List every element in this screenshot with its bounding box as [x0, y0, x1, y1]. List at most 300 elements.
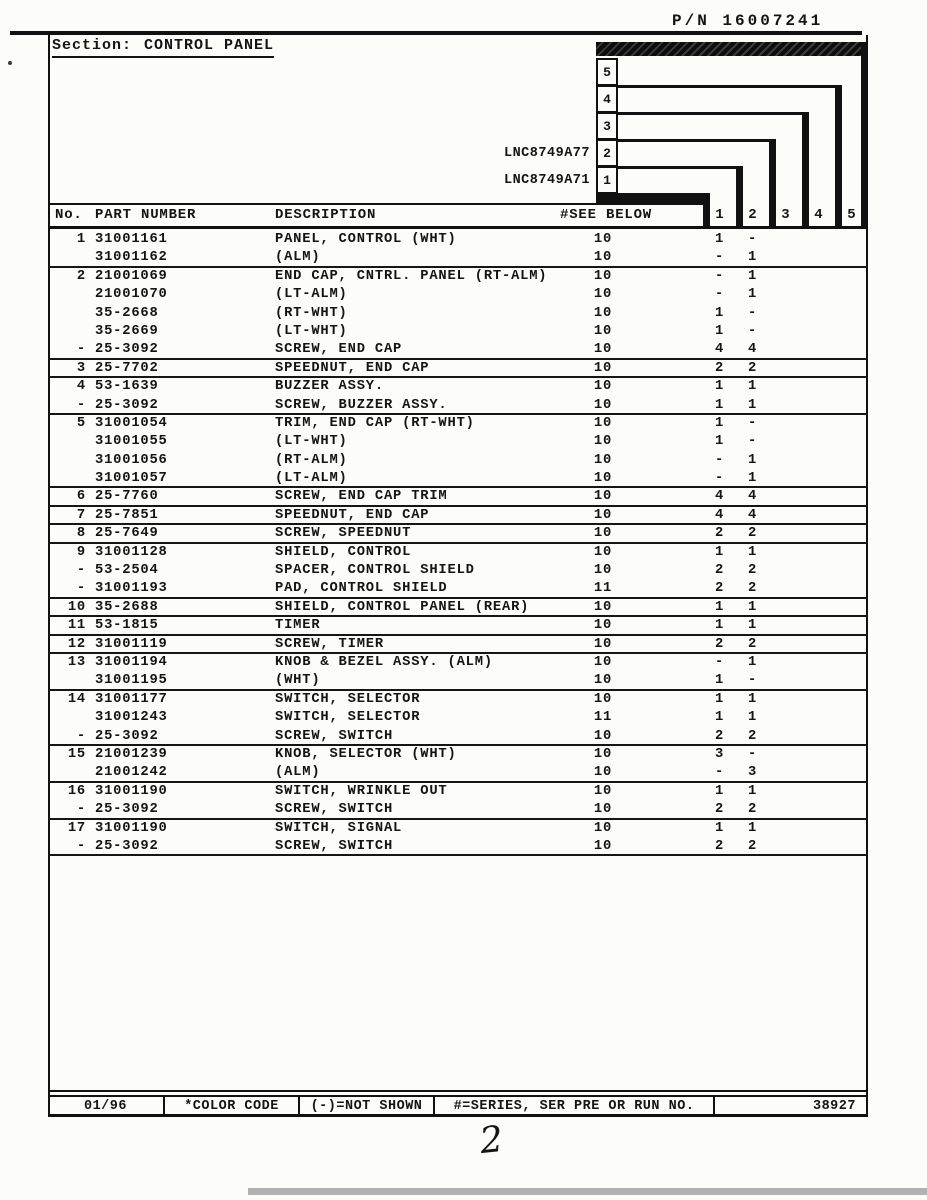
cell-spacer: [629, 820, 703, 838]
cell-qty-1: 1: [714, 323, 725, 339]
cell-qty-1: 2: [714, 526, 725, 542]
cell-qty-1: 1: [714, 783, 725, 799]
cell-series: 10: [593, 636, 613, 652]
scan-artifact-bar: [248, 1188, 927, 1195]
column-header-see-below: #SEE BELOW: [560, 207, 653, 223]
cell-series: 10: [593, 544, 613, 560]
cell-qty-3: [769, 305, 802, 323]
cell-qty-2: 2: [747, 636, 758, 652]
cell-qty-1: -: [714, 268, 725, 284]
cell-part-number: 31001194: [95, 654, 168, 670]
cell-qty-4: [802, 286, 835, 304]
cell-spacer: [629, 397, 703, 413]
bracket-5-horizontal: [617, 85, 842, 88]
cell-no: 10: [67, 599, 86, 615]
cell-description: SCREW, SWITCH: [275, 728, 394, 744]
cell-spacer: [629, 599, 703, 615]
cell-series: 11: [593, 710, 613, 726]
cell-qty-2: 2: [747, 526, 758, 542]
cell-qty-1: 1: [714, 544, 725, 560]
cell-qty-2: 2: [747, 802, 758, 818]
cell-qty-1: -: [714, 452, 725, 468]
cell-qty-1: 2: [714, 360, 725, 376]
cell-series: 10: [593, 232, 613, 247]
cell-no: 8: [76, 526, 86, 542]
cell-qty-5: [835, 709, 868, 727]
cell-no: -: [76, 342, 86, 358]
cell-series: 10: [593, 305, 613, 321]
column-header-qty-5: 5: [847, 207, 856, 223]
table-row: [48, 820, 868, 838]
table-row: [48, 268, 868, 286]
cell-qty-4: [802, 507, 835, 523]
cell-qty-1: 2: [714, 728, 725, 744]
cell-spacer: [629, 488, 703, 504]
diagram-index-box-3: 3: [596, 112, 618, 140]
cell-qty-1: 3: [714, 746, 725, 762]
cell-qty-3: [769, 323, 802, 341]
cell-part-number: 25-3092: [95, 802, 159, 818]
cell-description: PAD, CONTROL SHIELD: [275, 581, 448, 597]
cell-series: 10: [593, 820, 613, 836]
cell-description: SCREW, END CAP: [275, 342, 403, 358]
cell-qty-3: [769, 397, 802, 413]
cell-part-number: 31001190: [95, 820, 168, 836]
cell-description: SWITCH, SIGNAL: [275, 820, 403, 836]
cell-qty-1: -: [714, 654, 725, 670]
cell-qty-3: [769, 617, 802, 633]
cell-qty-4: [802, 709, 835, 727]
table-row: [48, 488, 868, 506]
cell-qty-5: [835, 838, 868, 854]
cell-description: KNOB & BEZEL ASSY. (ALM): [275, 654, 493, 670]
column-header-qty-3: 3: [781, 207, 790, 223]
cell-series: 10: [593, 563, 613, 579]
table-row: [48, 801, 868, 819]
cell-qty-3: [769, 709, 802, 727]
cell-description: SCREW, BUZZER ASSY.: [275, 397, 448, 413]
cell-no: 12: [67, 636, 86, 652]
cell-qty-2: 1: [747, 618, 758, 634]
cell-series: 10: [593, 452, 613, 468]
cell-part-number: 25-7702: [95, 360, 159, 376]
cell-qty-4: [802, 580, 835, 596]
cell-qty-5: [835, 599, 868, 615]
cell-qty-1: 2: [714, 636, 725, 652]
cell-part-number: 31001193: [95, 581, 168, 597]
table-row: [48, 654, 868, 672]
cell-qty-1: -: [714, 287, 725, 303]
cell-description: TRIM, END CAP (RT-WHT): [275, 415, 475, 431]
cell-series: 10: [593, 838, 613, 854]
cell-description: SHIELD, CONTROL PANEL (REAR): [275, 599, 530, 615]
cell-qty-3: [769, 268, 802, 286]
cell-part-number: 21001070: [95, 287, 168, 303]
table-row: [48, 305, 868, 323]
column-header-qty-4: 4: [814, 207, 823, 223]
cell-part-number: 31001195: [95, 673, 168, 689]
cell-spacer: [629, 323, 703, 341]
cell-part-number: 21001069: [95, 268, 168, 284]
cell-qty-3: [769, 415, 802, 433]
column-header-part-number: PART NUMBER: [95, 207, 197, 223]
table-row: [48, 286, 868, 304]
cell-qty-3: [769, 562, 802, 580]
cell-qty-4: [802, 636, 835, 652]
cell-part-number: 53-1639: [95, 379, 159, 395]
table-row: [48, 470, 868, 488]
cell-description: (ALM): [275, 765, 321, 781]
cell-qty-4: [802, 305, 835, 323]
cell-qty-4: [802, 452, 835, 470]
table-row: [48, 562, 868, 580]
cell-qty-4: [802, 323, 835, 341]
cell-no: 15: [67, 746, 86, 762]
cell-no: 2: [76, 268, 86, 284]
cell-qty-2: -: [747, 673, 758, 689]
cell-qty-4: [802, 801, 835, 817]
cell-no: [48, 433, 86, 451]
footer-color-code: *COLOR CODE: [165, 1097, 300, 1116]
cell-no: 7: [76, 507, 86, 523]
cell-series: 10: [593, 618, 613, 634]
cell-part-number: 25-3092: [95, 342, 159, 358]
cell-no: 4: [76, 379, 86, 395]
cell-spacer: [629, 507, 703, 523]
cell-spacer: [629, 691, 703, 709]
table-row: [48, 323, 868, 341]
cell-qty-2: -: [747, 415, 758, 431]
cell-no: [48, 249, 86, 265]
cell-qty-2: 1: [747, 691, 758, 707]
cell-spacer: [629, 378, 703, 396]
cell-part-number: 31001054: [95, 415, 168, 431]
cell-qty-4: [802, 525, 835, 541]
cell-qty-5: [835, 580, 868, 596]
cell-description: (WHT): [275, 673, 321, 689]
cell-series: 10: [593, 746, 613, 762]
cell-spacer: [629, 838, 703, 854]
table-row: [48, 672, 868, 690]
cell-qty-5: [835, 783, 868, 801]
cell-qty-1: 1: [714, 691, 725, 707]
column-header-no: No.: [55, 207, 83, 223]
cell-qty-2: 2: [747, 728, 758, 744]
cell-qty-4: [802, 783, 835, 801]
cell-qty-2: 1: [747, 287, 758, 303]
table-row: [48, 617, 868, 635]
cell-qty-5: [835, 488, 868, 504]
diagram-index-box-5: 5: [596, 58, 618, 86]
cell-part-number: 53-1815: [95, 618, 159, 634]
cell-qty-5: [835, 672, 868, 688]
footer-double-line: [48, 1090, 868, 1092]
cell-part-number: 25-7760: [95, 489, 159, 505]
cell-description: KNOB, SELECTOR (WHT): [275, 746, 457, 762]
cell-description: (LT-WHT): [275, 323, 348, 339]
cell-no: [48, 764, 86, 780]
cell-qty-4: [802, 231, 835, 249]
bracket-2-horizontal: [617, 166, 743, 169]
table-row: [48, 433, 868, 451]
diagram-index-box-2: 2: [596, 139, 618, 167]
table-row: [48, 525, 868, 543]
cell-qty-2: 1: [747, 783, 758, 799]
cell-spacer: [629, 452, 703, 470]
table-row: [48, 691, 868, 709]
cell-qty-3: [769, 801, 802, 817]
cell-qty-2: -: [747, 323, 758, 339]
cell-series: 10: [593, 783, 613, 799]
cell-series: 10: [593, 599, 613, 615]
cell-part-number: 31001162: [95, 250, 168, 266]
cell-part-number: 25-3092: [95, 838, 159, 854]
cell-qty-4: [802, 470, 835, 486]
table-row: [48, 599, 868, 617]
diagram-top-hatched-bar: [596, 42, 868, 56]
cell-spacer: [629, 249, 703, 265]
cell-qty-4: [802, 764, 835, 780]
cell-qty-2: 2: [747, 563, 758, 579]
cell-qty-2: 2: [747, 360, 758, 376]
cell-qty-1: 4: [714, 507, 725, 523]
cell-qty-3: [769, 728, 802, 744]
cell-description: SPEEDNUT, END CAP: [275, 507, 430, 523]
cell-spacer: [629, 341, 703, 357]
section-value: CONTROL PANEL: [144, 37, 275, 54]
table-row: [48, 783, 868, 801]
cell-qty-5: [835, 691, 868, 709]
cell-part-number: 35-2668: [95, 305, 159, 321]
table-row: [48, 636, 868, 654]
cell-qty-5: [835, 323, 868, 341]
cell-qty-2: 1: [747, 544, 758, 560]
cell-qty-2: 4: [747, 489, 758, 505]
cell-description: BUZZER ASSY.: [275, 379, 384, 395]
cell-no: 16: [67, 783, 86, 799]
table-row: [48, 746, 868, 764]
cell-qty-1: 1: [714, 305, 725, 321]
cell-qty-3: [769, 691, 802, 709]
cell-qty-3: [769, 544, 802, 562]
cell-qty-4: [802, 268, 835, 286]
cell-qty-3: [769, 452, 802, 470]
cell-no: 3: [76, 360, 86, 376]
cell-series: 10: [593, 691, 613, 707]
document-part-number: P/N 16007241: [672, 12, 824, 30]
cell-qty-5: [835, 231, 868, 249]
cell-qty-3: [769, 249, 802, 265]
cell-qty-5: [835, 470, 868, 486]
cell-no: 5: [76, 415, 86, 431]
cell-qty-2: 1: [747, 654, 758, 670]
cell-qty-5: [835, 544, 868, 562]
cell-no: -: [76, 397, 86, 413]
cell-series: 10: [593, 287, 613, 303]
cell-qty-3: [769, 488, 802, 504]
cell-qty-3: [769, 746, 802, 764]
cell-qty-5: [835, 746, 868, 764]
cell-qty-1: 1: [714, 232, 725, 247]
column-header-qty-1: 1: [715, 207, 724, 223]
cell-description: (LT-WHT): [275, 434, 348, 450]
cell-no: [48, 323, 86, 341]
cell-qty-2: 1: [747, 820, 758, 836]
cell-spacer: [629, 305, 703, 323]
cell-no: 13: [67, 654, 86, 670]
cell-series: 10: [593, 360, 613, 376]
table-row: [48, 709, 868, 727]
cell-description: END CAP, CNTRL. PANEL (RT-ALM): [275, 268, 548, 284]
cell-qty-1: 2: [714, 838, 725, 854]
cell-qty-5: [835, 728, 868, 744]
cell-no: [48, 305, 86, 323]
parts-table-body: [48, 231, 868, 856]
cell-qty-4: [802, 378, 835, 396]
footer-date: 01/96: [48, 1097, 165, 1116]
cell-qty-3: [769, 286, 802, 304]
cell-qty-3: [769, 783, 802, 801]
cell-series: 10: [593, 415, 613, 431]
cell-qty-5: [835, 562, 868, 580]
cell-no: [48, 709, 86, 727]
cell-qty-3: [769, 764, 802, 780]
cell-qty-4: [802, 654, 835, 672]
cell-qty-4: [802, 691, 835, 709]
table-row: [48, 378, 868, 396]
cell-part-number: 31001119: [95, 636, 168, 652]
diagram-index-box-1: 1: [596, 166, 618, 194]
cell-part-number: 31001177: [95, 691, 168, 707]
cell-description: SHIELD, CONTROL: [275, 544, 412, 560]
cell-qty-2: -: [747, 434, 758, 450]
bracket-3-horizontal: [617, 139, 776, 142]
cell-qty-1: -: [714, 765, 725, 781]
cell-series: 10: [593, 471, 613, 487]
cell-qty-5: [835, 268, 868, 286]
table-row: [48, 397, 868, 415]
cell-description: PANEL, CONTROL (WHT): [275, 232, 457, 247]
cell-qty-5: [835, 305, 868, 323]
handwritten-page-number: 2: [477, 1118, 505, 1163]
cell-qty-2: 1: [747, 452, 758, 468]
cell-no: -: [76, 838, 86, 854]
table-row: [48, 507, 868, 525]
footer-doc-number: 38927: [812, 1099, 856, 1114]
cell-no: 1: [76, 232, 86, 247]
cell-qty-5: [835, 378, 868, 396]
cell-qty-4: [802, 397, 835, 413]
cell-series: 10: [593, 802, 613, 818]
cell-qty-1: 4: [714, 489, 725, 505]
cell-qty-5: [835, 397, 868, 413]
cell-qty-4: [802, 433, 835, 451]
cell-qty-2: 3: [747, 765, 758, 781]
cell-qty-5: [835, 507, 868, 523]
cell-part-number: 31001190: [95, 783, 168, 799]
cell-description: TIMER: [275, 618, 321, 634]
cell-qty-1: 1: [714, 434, 725, 450]
cell-no: [48, 452, 86, 470]
footer-legend-bar: [48, 1095, 868, 1116]
cell-part-number: 25-7649: [95, 526, 159, 542]
cell-description: SCREW, SWITCH: [275, 838, 394, 854]
cell-series: 10: [593, 397, 613, 413]
cell-qty-4: [802, 249, 835, 265]
cell-qty-5: [835, 249, 868, 265]
table-row: [48, 360, 868, 378]
footer-not-shown-legend: (-)=NOT SHOWN: [300, 1097, 435, 1116]
cell-qty-2: 2: [747, 581, 758, 597]
cell-qty-5: [835, 341, 868, 357]
cell-series: 10: [593, 673, 613, 689]
cell-qty-3: [769, 378, 802, 396]
cell-series: 10: [593, 342, 613, 358]
cell-series: 10: [593, 323, 613, 339]
cell-qty-3: [769, 599, 802, 615]
cell-no: 17: [67, 820, 86, 836]
cell-qty-1: 1: [714, 379, 725, 395]
cell-qty-1: 1: [714, 673, 725, 689]
cell-series: 10: [593, 526, 613, 542]
cell-description: (RT-WHT): [275, 305, 348, 321]
cell-spacer: [629, 672, 703, 688]
table-row: [48, 415, 868, 433]
cell-qty-2: 1: [747, 379, 758, 395]
cell-description: (LT-ALM): [275, 287, 348, 303]
cell-qty-3: [769, 470, 802, 486]
cell-spacer: [629, 764, 703, 780]
cell-part-number: 31001161: [95, 232, 168, 247]
cell-spacer: [629, 562, 703, 580]
cell-qty-3: [769, 525, 802, 541]
bracket-1-horizontal: [596, 193, 710, 203]
cell-no: [48, 672, 86, 688]
cell-qty-5: [835, 452, 868, 470]
table-row: [48, 764, 868, 782]
cell-spacer: [629, 433, 703, 451]
cell-qty-4: [802, 746, 835, 764]
table-row: [48, 728, 868, 746]
cell-part-number: 31001055: [95, 434, 168, 450]
cell-qty-3: [769, 433, 802, 451]
cell-qty-2: 1: [747, 710, 758, 726]
cell-description: SCREW, SWITCH: [275, 802, 394, 818]
cell-qty-2: 1: [747, 397, 758, 413]
cell-description: SWITCH, WRINKLE OUT: [275, 783, 448, 799]
cell-spacer: [629, 709, 703, 727]
cell-series: 10: [593, 728, 613, 744]
cell-qty-3: [769, 341, 802, 357]
cell-qty-4: [802, 415, 835, 433]
cell-qty-4: [802, 341, 835, 357]
cell-qty-1: 2: [714, 563, 725, 579]
cell-spacer: [629, 470, 703, 486]
cell-spacer: [629, 783, 703, 801]
cell-qty-5: [835, 360, 868, 376]
table-row: [48, 544, 868, 562]
cell-part-number: 31001243: [95, 710, 168, 726]
cell-spacer: [629, 415, 703, 433]
cell-qty-1: 2: [714, 802, 725, 818]
cell-qty-2: 1: [747, 599, 758, 615]
cell-part-number: 21001239: [95, 746, 168, 762]
cell-qty-1: 1: [714, 397, 725, 413]
cell-series: 10: [593, 434, 613, 450]
cell-spacer: [629, 801, 703, 817]
cell-spacer: [629, 728, 703, 744]
cell-no: -: [76, 728, 86, 744]
